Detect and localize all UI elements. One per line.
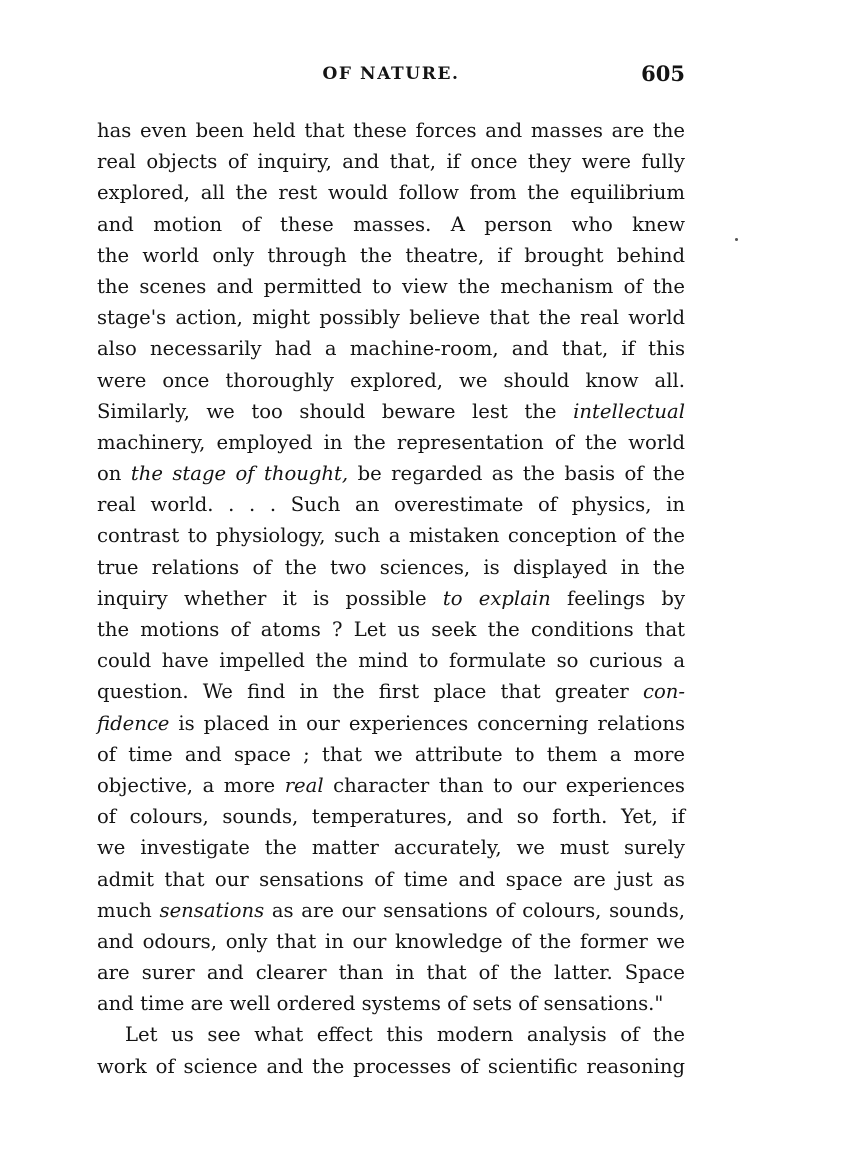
text-line: of time and space ; that we attribute to them a more [97, 742, 685, 766]
text-line: the scenes and permitted to view the mechanism of the [97, 274, 685, 298]
text-line: real world. . . . Such an overestimate of physics, in [97, 493, 685, 517]
text-line: machinery, employed in the representation of the world [97, 430, 685, 454]
text-line: much sensations as are our sensations of colours, sounds, [97, 898, 685, 922]
text-line: on the stage of thought, be regarded as the basis of the [97, 462, 685, 486]
text-line: we investigate the matter accurately, we must surely [97, 836, 685, 860]
italic-phrase: fidence [97, 711, 170, 735]
italic-phrase: the stage of thought, [130, 462, 349, 486]
text-line: inquiry whether it is possible to explain feelings by [97, 586, 686, 610]
italic-phrase: intellectual [573, 399, 685, 423]
text-line: Similarly, we too should beware lest the intellectual [97, 399, 685, 423]
text-line: stage's action, might possibly believe that the real world [97, 306, 685, 330]
text-line: real objects of inquiry, and that, if once they were fully [97, 150, 685, 174]
paragraph-start-line: Let us see what effect this modern analysis of the [125, 1023, 685, 1047]
running-title: OF NATURE. [322, 64, 460, 84]
text-line: were once thoroughly explored, we should know all. [97, 368, 685, 392]
italic-phrase: real [284, 773, 324, 797]
body-text [97, 115, 685, 1082]
text-line: the world only through the theatre, if brought behind [97, 243, 685, 267]
italic-phrase: con- [642, 680, 685, 704]
text-line: work of science and the processes of scientific reasoning [97, 1054, 685, 1078]
text-line: has even been held that these forces and masses are the [97, 119, 685, 142]
text-line: objective, a more real character than to our experiences [97, 773, 685, 797]
text-line: and motion of these masses. A person who knew [97, 212, 685, 236]
text-line: the motions of atoms ? Let us seek the conditions that [97, 618, 685, 641]
text-line: explored, all the rest would follow from the equilibrium [97, 181, 685, 205]
text-line: and time are well ordered systems of sets of sensations." [97, 992, 664, 1016]
paper-speck [735, 238, 738, 241]
italic-phrase: sensations [159, 898, 265, 922]
page-number: 605 [641, 61, 685, 86]
text-line: question. We find in the first place that greater con- [97, 680, 685, 704]
text-line: true relations of the two sciences, is displayed in the [97, 555, 685, 579]
running-head [97, 60, 685, 88]
italic-phrase: to explain [442, 586, 551, 610]
text-line: of colours, sounds, temperatures, and so forth. Yet, if [97, 805, 685, 829]
text-line: and odours, only that in our knowledge of the former we [97, 929, 685, 953]
text-line: also necessarily had a machine-room, and that, if this [97, 337, 685, 361]
text-line: contrast to physiology, such a mistaken conception of the [97, 524, 685, 548]
text-line: are surer and clearer than in that of the latter. Space [97, 961, 685, 985]
text-line: could have impelled the mind to formulate so curious a [97, 649, 685, 673]
text-line: admit that our sensations of time and space are just as [97, 867, 685, 891]
text-line: fidence is placed in our experiences concerning relations [97, 711, 685, 735]
